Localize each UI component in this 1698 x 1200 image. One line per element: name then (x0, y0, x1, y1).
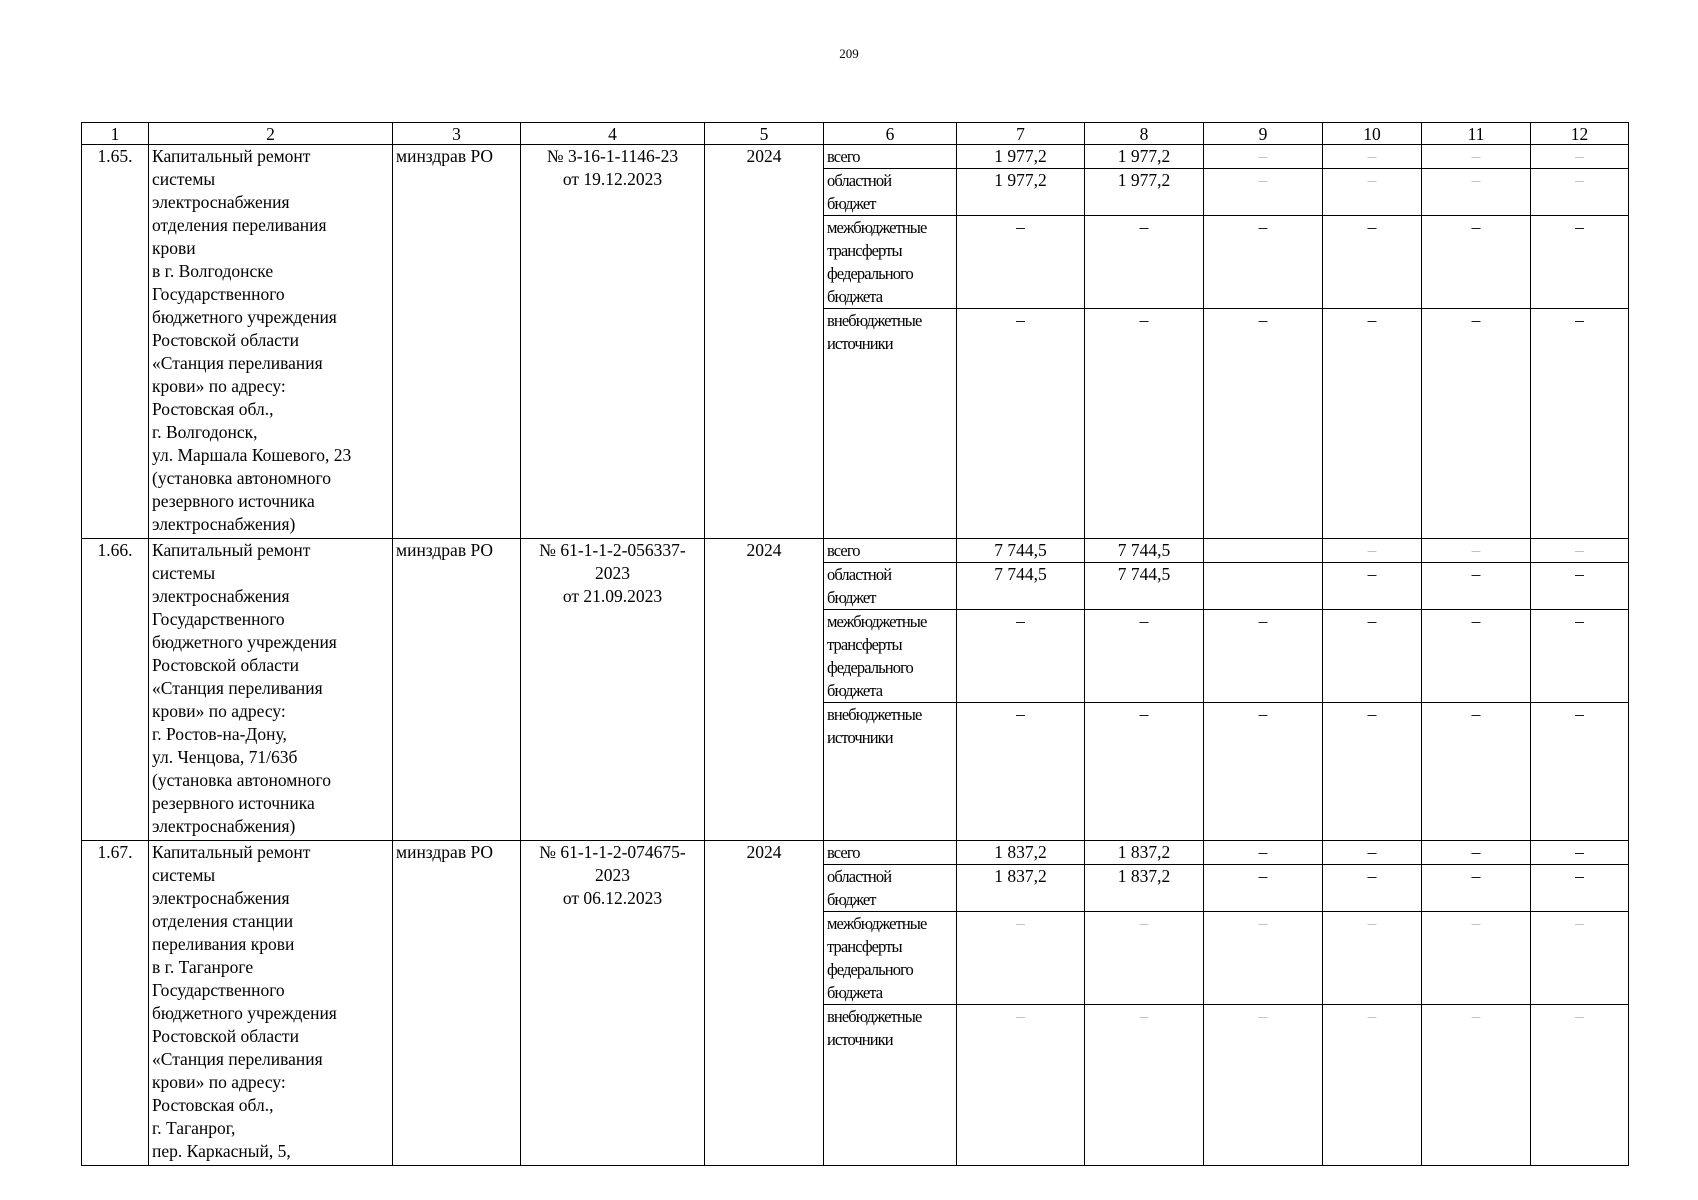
source-federal: межбюджетные трансферты федерального бюджета (824, 216, 957, 309)
column-number: 8 (1085, 123, 1204, 145)
object-name: Капитальный ремонт системы электроснабжения отделения станции переливания крови в г. Таганроге Государственного бюджетного учреждения Ростовской области «Станция переливания крови» по адресу: Ростовская обл., г. Таганрог, пер. Каркасный, 5, (149, 841, 393, 1166)
dash-cell: – (1422, 563, 1531, 610)
dash-cell: – (1323, 216, 1422, 309)
dash-cell: – (1531, 169, 1629, 216)
dash-cell: – (1085, 1005, 1204, 1166)
dash-cell: – (1422, 841, 1531, 865)
dash-cell: – (1531, 703, 1629, 841)
amount-cell: 7 744,5 (957, 539, 1085, 563)
dash-cell: – (1323, 1005, 1422, 1166)
dash-cell: – (1204, 309, 1323, 539)
source-federal: межбюджетные трансферты федерального бюджета (824, 912, 957, 1005)
dash-cell: – (1422, 309, 1531, 539)
source-offbudget: внебюджетные источники (824, 703, 957, 841)
dash-cell: – (1323, 539, 1422, 563)
dash-cell: – (957, 912, 1085, 1005)
dash-cell: – (957, 216, 1085, 309)
row-number: 1.67. (82, 841, 149, 1166)
amount-cell: 1 837,2 (957, 865, 1085, 912)
dash-cell: – (1531, 1005, 1629, 1166)
budget-table (81, 122, 1629, 1166)
dash-cell: – (1204, 703, 1323, 841)
dash-cell: – (1204, 865, 1323, 912)
source-regional: областной бюджет (824, 169, 957, 216)
empty-cell (1204, 563, 1323, 610)
dash-cell: – (1422, 169, 1531, 216)
dash-cell: – (1085, 309, 1204, 539)
table-row (82, 145, 1629, 169)
row-number: 1.66. (82, 539, 149, 841)
dash-cell: – (1422, 145, 1531, 169)
dash-cell: – (1204, 169, 1323, 216)
table-row (82, 841, 1629, 865)
amount-cell: 7 744,5 (957, 563, 1085, 610)
agency: минздрав РО (393, 145, 521, 539)
dash-cell: – (1323, 865, 1422, 912)
dash-cell: – (1422, 216, 1531, 309)
column-number: 9 (1204, 123, 1323, 145)
dash-cell: – (1531, 865, 1629, 912)
dash-cell: – (1422, 703, 1531, 841)
dash-cell: – (1323, 610, 1422, 703)
dash-cell: – (1531, 216, 1629, 309)
amount-cell: 7 744,5 (1085, 539, 1204, 563)
source-offbudget: внебюджетные источники (824, 1005, 957, 1166)
amount-cell: 1 977,2 (957, 145, 1085, 169)
column-number: 7 (957, 123, 1085, 145)
page-number: 209 (839, 46, 859, 61)
amount-cell: 1 977,2 (1085, 145, 1204, 169)
amount-cell: 1 977,2 (1085, 169, 1204, 216)
dash-cell: – (1323, 309, 1422, 539)
year: 2024 (705, 539, 824, 841)
dash-cell: – (1323, 841, 1422, 865)
dash-cell: – (1323, 703, 1422, 841)
dash-cell: – (1422, 912, 1531, 1005)
dash-cell: – (1085, 610, 1204, 703)
dash-cell: – (1531, 912, 1629, 1005)
column-number: 6 (824, 123, 957, 145)
dash-cell: – (1323, 563, 1422, 610)
dash-cell: – (1531, 841, 1629, 865)
dash-cell: – (1085, 703, 1204, 841)
year: 2024 (705, 841, 824, 1166)
column-number: 2 (149, 123, 393, 145)
object-name: Капитальный ремонт системы электроснабжения Государственного бюджетного учреждения Ростовской области «Станция переливания крови» по адресу: г. Ростов-на-Дону, ул. Ченцова, 71/63б (установка автономного резервного источника электроснабжения) (149, 539, 393, 841)
dash-cell: – (1531, 309, 1629, 539)
source-federal: межбюджетные трансферты федерального бюджета (824, 610, 957, 703)
amount-cell: 7 744,5 (1085, 563, 1204, 610)
dash-cell: – (1204, 145, 1323, 169)
document-number: № 61-1-1-2-074675- 2023 от 06.12.2023 (521, 841, 705, 1166)
dash-cell: – (1422, 610, 1531, 703)
dash-cell: – (1531, 145, 1629, 169)
column-number: 5 (705, 123, 824, 145)
column-number: 11 (1422, 123, 1531, 145)
dash-cell: – (1531, 610, 1629, 703)
amount-cell: 1 977,2 (957, 169, 1085, 216)
column-number: 4 (521, 123, 705, 145)
year: 2024 (705, 145, 824, 539)
dash-cell: – (1204, 1005, 1323, 1166)
amount-cell: 1 837,2 (1085, 865, 1204, 912)
source-regional: областной бюджет (824, 563, 957, 610)
dash-cell: – (1531, 539, 1629, 563)
dash-cell: – (1531, 563, 1629, 610)
dash-cell: – (1085, 912, 1204, 1005)
dash-cell: – (1204, 610, 1323, 703)
row-number: 1.65. (82, 145, 149, 539)
document-number: № 61-1-1-2-056337- 2023 от 21.09.2023 (521, 539, 705, 841)
dash-cell: – (1323, 912, 1422, 1005)
column-number: 12 (1531, 123, 1629, 145)
dash-cell: – (1204, 912, 1323, 1005)
dash-cell: – (1204, 841, 1323, 865)
amount-cell: 1 837,2 (957, 841, 1085, 865)
column-number: 10 (1323, 123, 1422, 145)
column-number-row (82, 123, 1629, 145)
agency: минздрав РО (393, 841, 521, 1166)
dash-cell: – (1085, 216, 1204, 309)
document-number: № 3-16-1-1146-23 от 19.12.2023 (521, 145, 705, 539)
source-total: всего (824, 841, 957, 865)
agency: минздрав РО (393, 539, 521, 841)
table-row (82, 539, 1629, 563)
dash-cell: – (1323, 145, 1422, 169)
dash-cell: – (1422, 1005, 1531, 1166)
source-total: всего (824, 539, 957, 563)
dash-cell: – (957, 703, 1085, 841)
object-name: Капитальный ремонт системы электроснабжения отделения переливания крови в г. Волгодонске Государственного бюджетного учреждения Ростовской области «Станция переливания крови» по адресу: Ростовская обл., г. Волгодонск, ул. Маршала Кошевого, 23 (установка автономного резервного источника электроснабжения) (149, 145, 393, 539)
source-total: всего (824, 145, 957, 169)
column-number: 3 (393, 123, 521, 145)
dash-cell: – (1323, 169, 1422, 216)
dash-cell: – (957, 309, 1085, 539)
dash-cell: – (957, 610, 1085, 703)
amount-cell: 1 837,2 (1085, 841, 1204, 865)
source-regional: областной бюджет (824, 865, 957, 912)
dash-cell: – (1422, 539, 1531, 563)
empty-cell (1204, 539, 1323, 563)
source-offbudget: внебюджетные источники (824, 309, 957, 539)
dash-cell: – (1204, 216, 1323, 309)
dash-cell: – (957, 1005, 1085, 1166)
dash-cell: – (1422, 865, 1531, 912)
column-number: 1 (82, 123, 149, 145)
